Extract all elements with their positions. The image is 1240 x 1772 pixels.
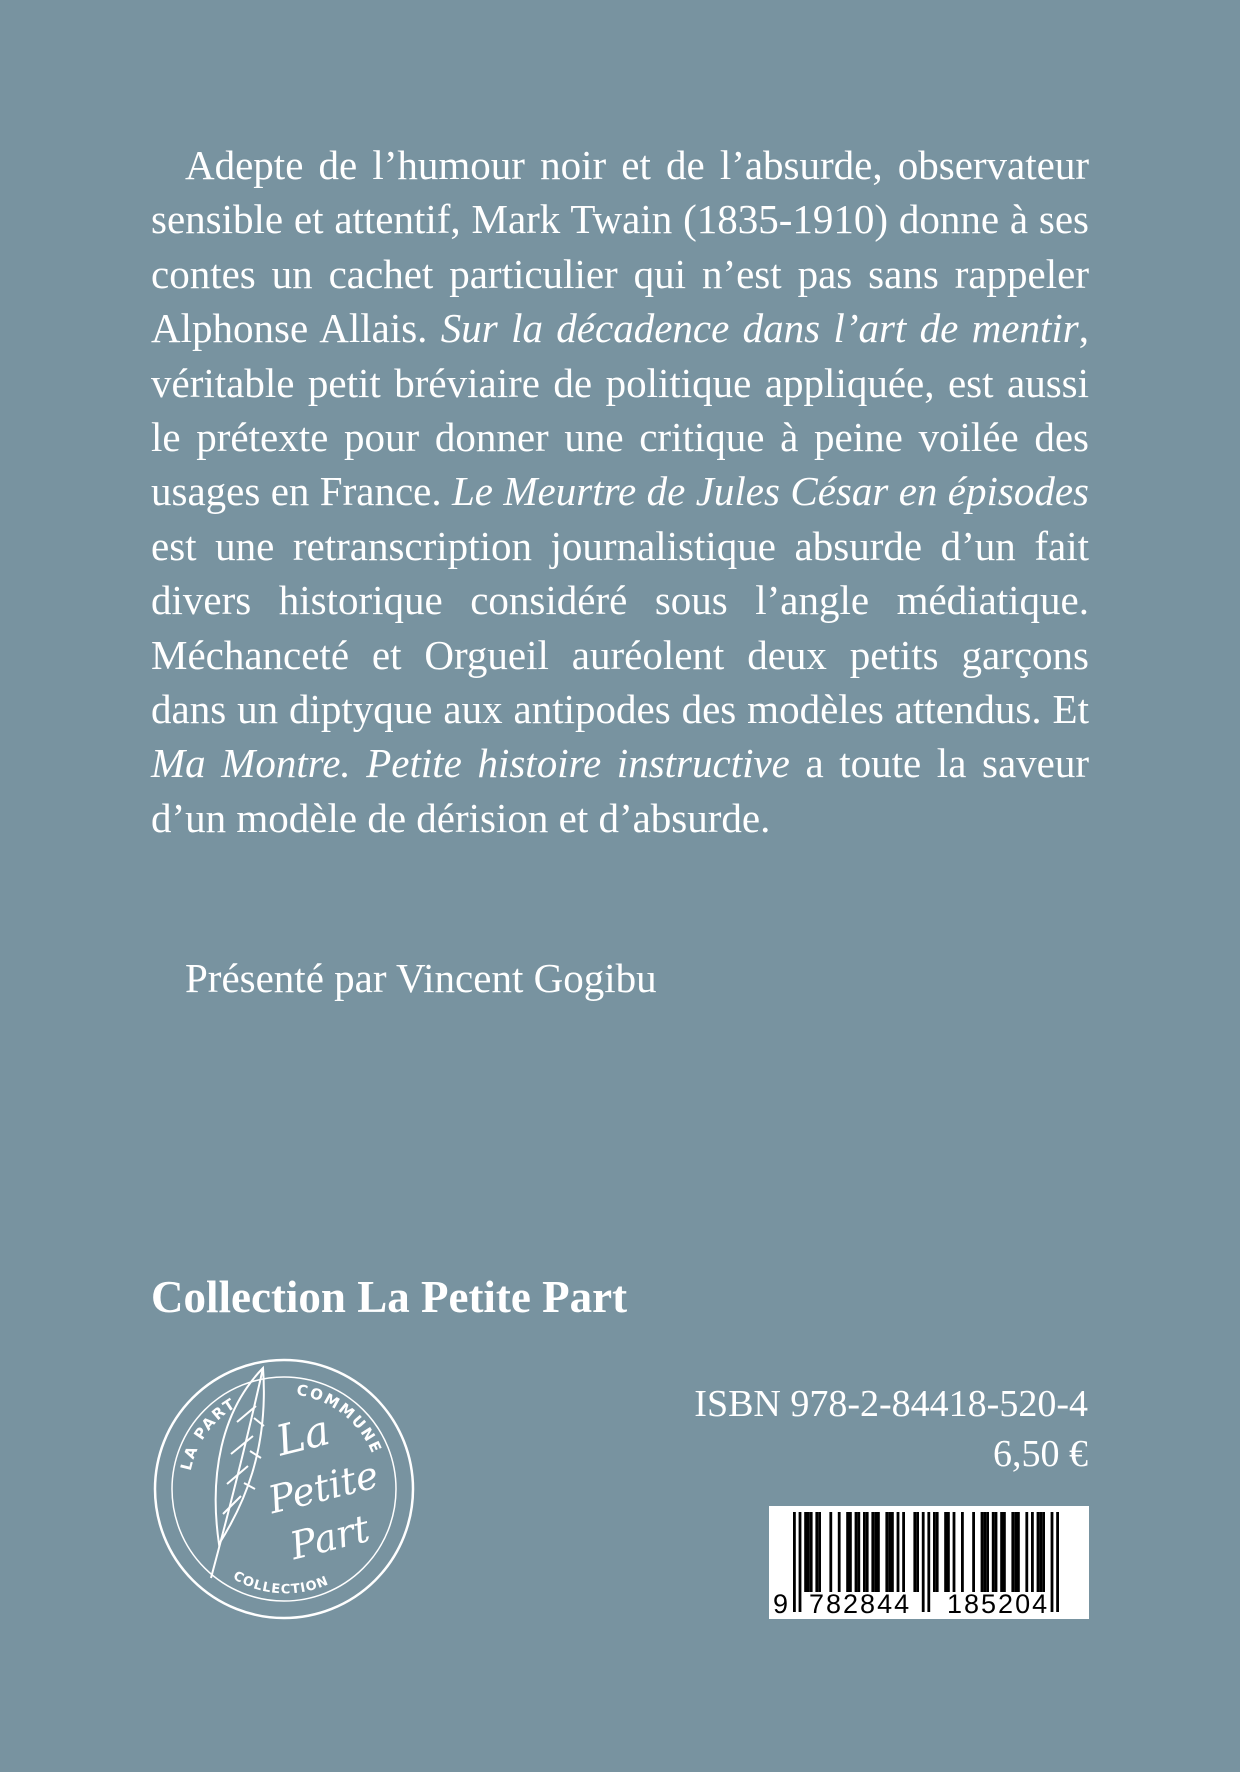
- barcode-bar: [992, 1512, 995, 1592]
- blurb-segment: Adepte de l’humour noir et de l’absurde, observateur sensible et attentif, Mark Twain (1835-1910) donne à ses contes un cachet particulier qui n’est pas sans rappeler Alphonse Allais.: [151, 142, 1089, 352]
- ean13-barcode: [769, 1506, 1089, 1619]
- blurb-segment: , véritable petit bréviaire de politique appliquée, est aussi le prétexte pour donner une critique à peine voilée des usages en France.: [151, 305, 1089, 515]
- barcode-bar: [916, 1512, 919, 1592]
- barcode-bar: [1014, 1512, 1017, 1592]
- barcode-bar: [863, 1512, 866, 1592]
- barcode-bar: [888, 1512, 891, 1592]
- logo-script-la: La: [271, 1405, 335, 1466]
- logo-script-petite: Petite: [263, 1452, 383, 1523]
- barcode-bar: [804, 1512, 807, 1592]
- blurb-segment: a toute la saveur d’un modèle de dérision et d’absurde.: [151, 740, 1089, 841]
- barcode-bar: [933, 1512, 936, 1592]
- barcode-bar: [846, 1512, 849, 1592]
- price: 6,50 €: [993, 1433, 1088, 1475]
- barcode-bar: [981, 1512, 984, 1592]
- barcode-bar: [1039, 1512, 1042, 1592]
- title-decadence: Sur la décadence dans l’art de mentir: [440, 305, 1079, 352]
- barcode-bar: [807, 1512, 810, 1592]
- barcode-bar: [944, 1512, 947, 1592]
- logo-text-la-part: LA PART: [176, 1394, 240, 1473]
- barcode-bar: [855, 1512, 858, 1592]
- svg-text:COLLECTION: [230, 1569, 331, 1598]
- collection-title: Collection La Petite Part: [151, 1272, 628, 1322]
- barcode-bar: [936, 1512, 939, 1592]
- title-montre: Ma Montre. Petite histoire instructive: [151, 740, 790, 787]
- barcode-bar: [1017, 1512, 1020, 1592]
- barcode-bar: [871, 1512, 874, 1592]
- barcode-bar: [891, 1512, 894, 1592]
- barcode-bar: [913, 1512, 916, 1592]
- barcode-bar: [1037, 1512, 1040, 1592]
- logo-text-commune: COMMUNE: [295, 1380, 386, 1457]
- presenter-credit: Présenté par Vincent Gogibu: [185, 955, 657, 1001]
- barcode-bar: [1042, 1512, 1045, 1592]
- barcode-bar: [877, 1512, 880, 1592]
- barcode-bar: [866, 1512, 869, 1592]
- barcode-bar: [1011, 1512, 1014, 1592]
- barcode-bar: [972, 1512, 975, 1592]
- isbn-number: ISBN 978-2-84418-520-4: [694, 1383, 1088, 1425]
- barcode-bar: [1003, 1512, 1006, 1592]
- barcode-bar: [986, 1512, 989, 1592]
- barcode-bar: [857, 1512, 860, 1592]
- barcode-bar: [897, 1512, 900, 1592]
- barcode-bar: [838, 1512, 841, 1592]
- barcode-bar: [947, 1512, 950, 1592]
- barcode-bar: [995, 1512, 998, 1592]
- barcode-bar: [829, 1512, 832, 1592]
- barcode-bar: [810, 1512, 813, 1592]
- barcode-bar: [1025, 1512, 1028, 1592]
- barcode-bar: [815, 1512, 818, 1592]
- barcode-bar: [983, 1512, 986, 1592]
- barcode-first-digit: 9: [773, 1589, 789, 1619]
- logo-script-part: Part: [285, 1506, 374, 1569]
- barcode-left-group: 782844: [809, 1589, 912, 1619]
- collection-logo: [151, 1356, 417, 1622]
- barcode-bar: [1000, 1512, 1003, 1592]
- barcode-bar: [953, 1512, 956, 1592]
- barcode-digits: [769, 1589, 1089, 1619]
- barcode-bar: [818, 1512, 821, 1592]
- feather-quill-icon: [211, 1368, 264, 1578]
- barcode-bar: [961, 1512, 964, 1592]
- barcode-bar: [849, 1512, 852, 1592]
- blurb-segment: est une retranscription journalistique absurde d’un fait divers historique considéré sous l’angle médiatique. Méchanceté et Orgueil auréolent deux petits garçons dans un diptyque aux antipodes des modèles attendus. Et: [151, 522, 1089, 733]
- barcode-bar: [885, 1512, 888, 1592]
- barcode-bar: [874, 1512, 877, 1592]
- barcode-bar: [1031, 1512, 1034, 1592]
- blurb-text: [151, 138, 1089, 845]
- logo-text-collection: COLLECTION: [230, 1568, 332, 1598]
- barcode-bar: [902, 1512, 905, 1592]
- blurb-paragraph: [151, 138, 1089, 845]
- barcode-right-group: 185204: [947, 1589, 1050, 1619]
- title-meurtre: Le Meurtre de Jules César en épisodes: [452, 468, 1089, 515]
